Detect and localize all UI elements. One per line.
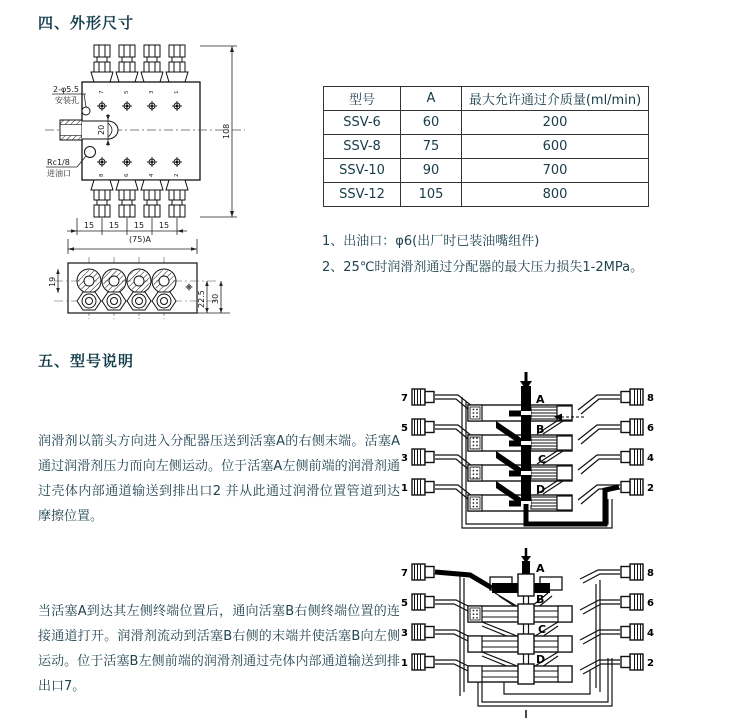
note-line: 1、出油口：φ6(出厂时已装油嘴组件) — [322, 234, 540, 249]
svg-text:2: 2 — [647, 483, 654, 494]
svg-text:4: 4 — [149, 173, 155, 177]
svg-text:D: D — [536, 653, 546, 666]
dim-pitch-row — [67, 218, 187, 235]
table-header-model: 型号 — [324, 87, 401, 111]
notes-block — [322, 229, 643, 281]
svg-text:2-φ5.5: 2-φ5.5 — [53, 85, 79, 94]
svg-text:8: 8 — [647, 568, 654, 579]
svg-text:6: 6 — [124, 173, 130, 177]
svg-text:B: B — [536, 593, 545, 606]
svg-text:5: 5 — [401, 423, 408, 434]
table-row: SSV-10 90 700 — [324, 159, 649, 183]
table-header-a: A — [401, 87, 462, 111]
section4-title: 四、外形尺寸 — [38, 14, 135, 32]
distributor-dimension-drawing — [40, 36, 290, 343]
svg-text:1: 1 — [401, 658, 408, 669]
bottom-fittings-icon — [91, 180, 188, 217]
svg-text:15: 15 — [133, 221, 145, 230]
table-row: SSV-8 75 600 — [324, 135, 649, 159]
svg-text:2: 2 — [647, 658, 654, 669]
svg-text:C: C — [538, 453, 547, 466]
note-line: 2、25℃时润滑剂通过分配器的最大压力损失1-2MPa。 — [322, 260, 644, 275]
svg-text:D: D — [536, 483, 546, 496]
svg-text:8: 8 — [99, 173, 105, 177]
svg-text:6: 6 — [647, 423, 654, 434]
svg-text:15: 15 — [108, 221, 120, 230]
dim-width — [68, 235, 197, 254]
svg-text:4: 4 — [647, 453, 654, 464]
svg-text:1: 1 — [401, 483, 408, 494]
distributor-plan-view — [48, 257, 230, 319]
operation-paragraph-1: 润滑剂以箭头方向进入分配器压送到活塞A的右侧末端。活塞A通过润滑剂压力而向左侧运动。位于活塞A左侧前端的润滑剂通过壳体内部通道输送到排出口2 并从此通过润滑位置管道到达摩擦位置。 — [38, 434, 400, 524]
dim-height — [200, 46, 237, 217]
svg-text:Rc1/8: Rc1/8 — [47, 158, 70, 167]
table-row: SSV-12 105 800 — [324, 183, 649, 207]
svg-text:5: 5 — [401, 598, 408, 609]
table-header-flow: 最大允许通过介质量(ml/min) — [462, 87, 649, 111]
svg-text:5: 5 — [124, 90, 130, 94]
svg-text:1: 1 — [174, 90, 180, 94]
svg-text:19: 19 — [48, 276, 57, 287]
piston-stages — [468, 604, 572, 684]
svg-text:4: 4 — [647, 628, 654, 639]
inlet-channel — [520, 372, 532, 505]
svg-text:30: 30 — [211, 293, 220, 304]
svg-text:2: 2 — [174, 173, 180, 177]
svg-text:3: 3 — [401, 453, 408, 464]
svg-text:15: 15 — [158, 221, 170, 230]
svg-text:进油口: 进油口 — [47, 169, 71, 178]
svg-text:15: 15 — [83, 221, 95, 230]
svg-text:108: 108 — [222, 123, 231, 139]
mount-hole-label — [52, 85, 86, 107]
model-spec-table — [323, 86, 649, 207]
top-fittings-icon — [91, 45, 188, 82]
svg-text:7: 7 — [99, 90, 105, 94]
svg-text:7: 7 — [401, 568, 408, 579]
svg-text:20: 20 — [97, 124, 106, 135]
svg-text:C: C — [538, 623, 547, 636]
svg-text:7: 7 — [401, 393, 408, 404]
valve-schematic-phase1 — [400, 372, 655, 547]
svg-text:A: A — [536, 562, 545, 575]
svg-text:B: B — [536, 423, 545, 436]
inlet-label — [46, 156, 86, 178]
svg-text:(75)A: (75)A — [129, 235, 151, 244]
svg-text:8: 8 — [647, 393, 654, 404]
svg-text:安装孔: 安装孔 — [55, 96, 79, 105]
operation-paragraph-2: 当活塞A到达其左侧终端位置后，通向活塞B右侧终端位置的连接通道打开。润滑剂流动到活塞B右侧的末端并使活塞B向左侧运动。位于活塞B左侧前端的润滑剂通过壳体内部通道输送到排出口7。 — [38, 604, 400, 694]
svg-text:A: A — [536, 393, 545, 406]
svg-text:22.5: 22.5 — [197, 290, 206, 308]
svg-text:3: 3 — [149, 90, 155, 94]
section5-title: 五、型号说明 — [38, 352, 135, 370]
table-row: SSV-6 60 200 — [324, 111, 649, 135]
svg-text:3: 3 — [401, 628, 408, 639]
svg-text:6: 6 — [647, 598, 654, 609]
valve-schematic-phase2 — [400, 548, 655, 719]
